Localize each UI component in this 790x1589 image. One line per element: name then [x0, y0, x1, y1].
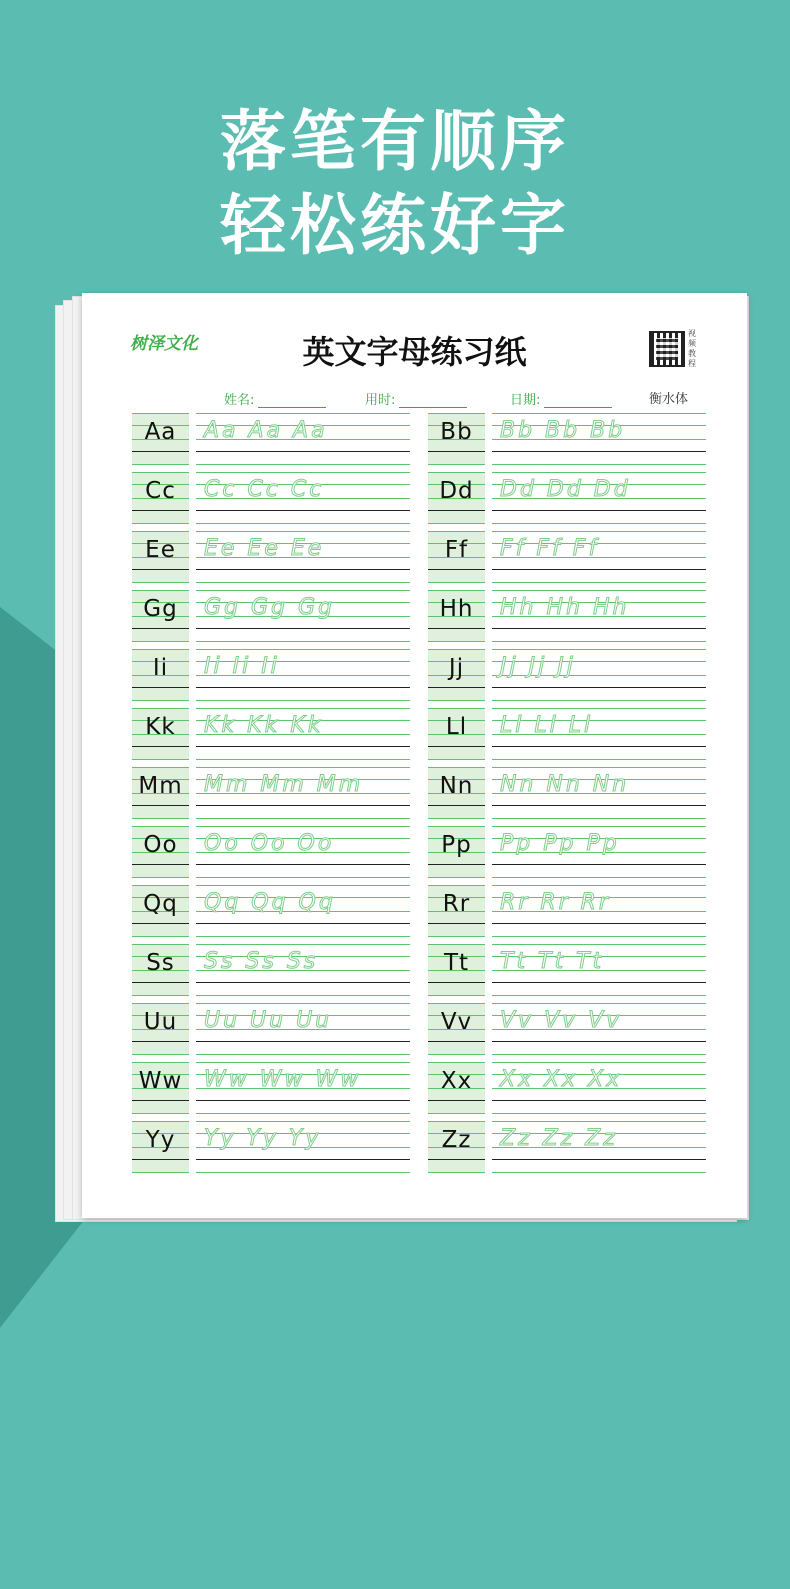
tracing-lines [196, 708, 410, 760]
letter-label-box [428, 1062, 485, 1114]
letter-row [428, 1003, 698, 1055]
date-field [510, 389, 612, 408]
tracing-lines [196, 1003, 410, 1055]
time-field-label: 用时: [365, 393, 396, 408]
letter-row [132, 531, 402, 583]
tracing-text: Rr Rr Rr [500, 890, 611, 915]
brand-logo-text: 树泽文化 [130, 334, 198, 354]
tracing-text: Vv Vv Vv [500, 1008, 623, 1033]
letter-label-box [132, 1003, 189, 1055]
tracing-lines [492, 413, 706, 465]
letter-row [428, 413, 698, 465]
tracing-lines [196, 944, 410, 996]
letter-label: Dd [439, 478, 474, 504]
tracing-lines [196, 649, 410, 701]
letter-row [428, 531, 698, 583]
headline-line-1: 落笔有顺序 [220, 103, 570, 180]
tracing-lines [196, 767, 410, 819]
tracing-lines [196, 826, 410, 878]
letter-label: Nn [439, 773, 474, 799]
letter-label-box [132, 708, 189, 760]
tracing-text: Xx Xx Xx [500, 1067, 623, 1092]
letter-row [132, 944, 402, 996]
tracing-text: Bb Bb Bb [500, 418, 626, 443]
tracing-text: Oo Oo Oo [204, 831, 335, 856]
tracing-text: Pp Pp Pp [500, 831, 620, 856]
tracing-lines [196, 413, 410, 465]
letter-label-box [428, 472, 485, 524]
letter-label-box [132, 649, 189, 701]
letter-label: Bb [440, 419, 473, 445]
letter-label: Aa [144, 419, 177, 445]
letter-label-box [132, 531, 189, 583]
tracing-text: Mm Mm Mm [204, 772, 364, 797]
time-field [365, 389, 467, 408]
tracing-text: Jj Jj Jj [500, 654, 576, 679]
letter-row [132, 1003, 402, 1055]
letter-label-box [428, 649, 485, 701]
letter-row [132, 413, 402, 465]
letter-label-box [132, 826, 189, 878]
letter-label-box [132, 944, 189, 996]
letter-row [428, 944, 698, 996]
headline-line-2: 轻松练好字 [220, 187, 570, 264]
letter-label-box [428, 1121, 485, 1173]
letter-row [428, 1062, 698, 1114]
letter-row [132, 1121, 402, 1173]
letter-row [132, 826, 402, 878]
practice-sheet [82, 293, 747, 1218]
letter-row [132, 472, 402, 524]
tracing-lines [196, 590, 410, 642]
tracing-text: Ee Ee Ee [204, 536, 325, 561]
letter-label: Hh [439, 596, 474, 622]
letter-label-box [428, 944, 485, 996]
letter-row [428, 590, 698, 642]
letter-label-box [132, 472, 189, 524]
letter-label: Ll [445, 714, 468, 740]
letter-label: Pp [441, 832, 472, 858]
tracing-text: Yy Yy Yy [204, 1126, 322, 1151]
tracing-lines [196, 885, 410, 937]
letter-label: Gg [143, 596, 178, 622]
letter-label: Cc [145, 478, 176, 504]
letter-label: Jj [448, 655, 465, 681]
tracing-text: Tt Tt Tt [500, 949, 605, 974]
letter-label: Ee [145, 537, 176, 563]
letter-label-box [428, 1003, 485, 1055]
letter-label: Vv [440, 1009, 473, 1035]
tracing-lines [492, 649, 706, 701]
tracing-lines [492, 1003, 706, 1055]
tracing-lines [196, 1062, 410, 1114]
tracing-text: Ii Ii Ii [204, 654, 280, 679]
letter-row [428, 885, 698, 937]
letter-row [132, 708, 402, 760]
letter-label: Qq [143, 891, 178, 917]
tracing-text: Hh Hh Hh [500, 595, 630, 620]
letter-row [428, 1121, 698, 1173]
name-field-label: 姓名: [224, 393, 255, 408]
tracing-lines [492, 1121, 706, 1173]
tracing-lines [492, 531, 706, 583]
tracing-text: Ll Ll Ll [500, 713, 594, 738]
letter-label-box [132, 1121, 189, 1173]
letter-label-box [428, 708, 485, 760]
letter-row [428, 472, 698, 524]
font-style-name: 衡水体 [649, 392, 689, 407]
letter-row [428, 767, 698, 819]
tracing-lines [492, 1062, 706, 1114]
date-field-label: 日期: [510, 393, 541, 408]
tracing-lines [196, 472, 410, 524]
letter-label-box [428, 885, 485, 937]
letter-label: Ff [444, 537, 469, 563]
letter-label-box [132, 590, 189, 642]
letter-label: Zz [441, 1127, 472, 1153]
letter-row [428, 826, 698, 878]
letter-row [132, 1062, 402, 1114]
name-field [224, 389, 326, 408]
tracing-lines [492, 944, 706, 996]
letter-label-box [428, 413, 485, 465]
letter-row [132, 590, 402, 642]
tracing-text: Ff Ff Ff [500, 536, 600, 561]
letter-label-box [132, 885, 189, 937]
tracing-text: Ss Ss Ss [204, 949, 319, 974]
letter-row [132, 767, 402, 819]
qr-code-icon [649, 331, 685, 367]
tracing-text: Qq Qq Qq [204, 890, 336, 915]
tracing-text: Uu Uu Uu [204, 1008, 333, 1033]
letter-label: Tt [443, 950, 470, 976]
letter-label: Ss [146, 950, 175, 976]
tracing-text: Kk Kk Kk [204, 713, 324, 738]
tracing-lines [492, 472, 706, 524]
tracing-text: Cc Cc Cc [204, 477, 325, 502]
tracing-text: Dd Dd Dd [500, 477, 631, 502]
letter-label-box [132, 767, 189, 819]
tracing-text: Aa Aa Aa [204, 418, 328, 443]
letter-label-box [428, 590, 485, 642]
tracing-lines [492, 708, 706, 760]
tracing-text: Zz Zz Zz [500, 1126, 618, 1151]
letter-label: Uu [143, 1009, 178, 1035]
tracing-lines [492, 767, 706, 819]
letter-label-box [132, 413, 189, 465]
letter-label: Ii [152, 655, 169, 681]
tracing-text: Nn Nn Nn [500, 772, 630, 797]
letter-label-box [428, 767, 485, 819]
letter-label-box [132, 1062, 189, 1114]
letter-label: Yy [145, 1127, 176, 1153]
letter-label: Xx [440, 1068, 473, 1094]
letter-label-box [428, 826, 485, 878]
sheet-title: 英文字母练习纸 [302, 333, 527, 371]
tracing-lines [196, 531, 410, 583]
letter-label-box [428, 531, 485, 583]
tracing-lines [492, 826, 706, 878]
tracing-lines [196, 1121, 410, 1173]
letter-label: Oo [143, 832, 178, 858]
letter-row [132, 885, 402, 937]
letter-row [428, 708, 698, 760]
tracing-text: Gg Gg Gg [204, 595, 336, 620]
letter-label: Kk [145, 714, 176, 740]
letter-label: Rr [442, 891, 471, 917]
letter-row [132, 649, 402, 701]
tracing-lines [492, 885, 706, 937]
letter-label: Ww [138, 1068, 183, 1094]
letter-label: Mm [138, 773, 183, 799]
tracing-lines [492, 590, 706, 642]
tracing-text: Ww Ww Ww [204, 1067, 362, 1092]
letter-row [428, 649, 698, 701]
qr-label: 视频教程 [688, 329, 696, 368]
